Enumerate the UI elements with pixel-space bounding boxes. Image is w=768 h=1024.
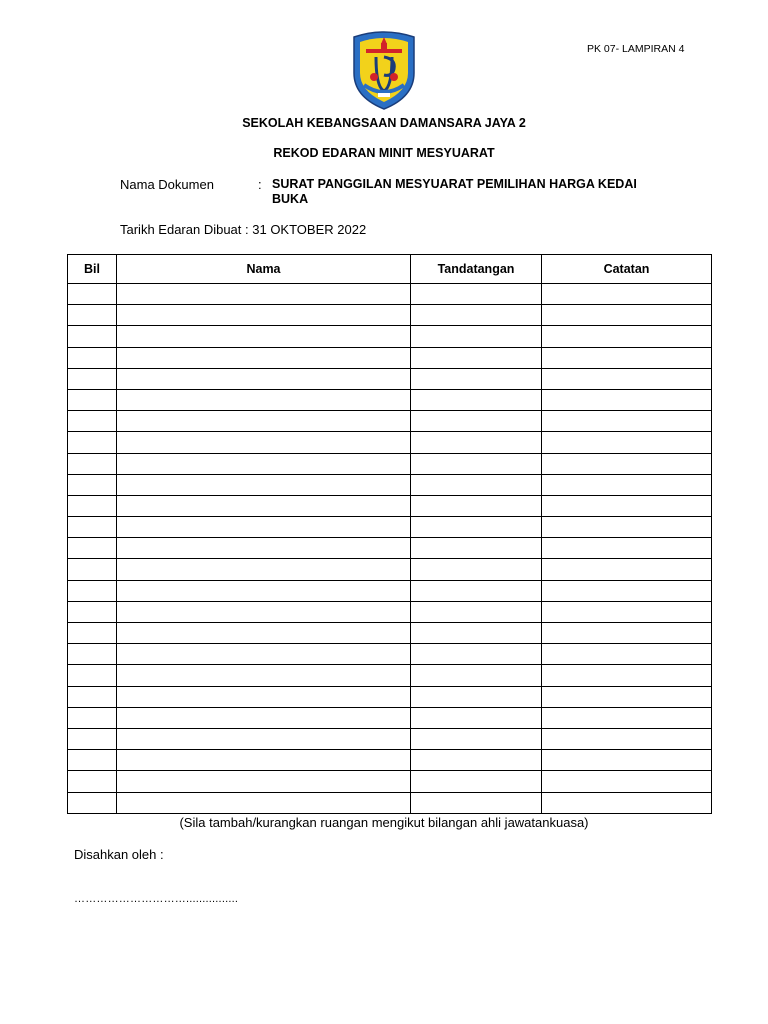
- cell-catatan[interactable]: [542, 474, 712, 495]
- cell-nama[interactable]: [117, 559, 411, 580]
- table-row: [68, 750, 712, 771]
- cell-nama[interactable]: [117, 792, 411, 813]
- cell-catatan[interactable]: [542, 389, 712, 410]
- signature-line: …………………………................: [74, 893, 239, 905]
- cell-catatan[interactable]: [542, 305, 712, 326]
- cell-catatan[interactable]: [542, 326, 712, 347]
- cell-catatan[interactable]: [542, 538, 712, 559]
- cell-nama[interactable]: [117, 368, 411, 389]
- table-row: [68, 728, 712, 749]
- cell-tandatangan[interactable]: [411, 707, 542, 728]
- cell-nama[interactable]: [117, 750, 411, 771]
- column-header-nama: Nama: [117, 255, 411, 284]
- cell-bil[interactable]: [68, 792, 117, 813]
- cell-nama[interactable]: [117, 305, 411, 326]
- cell-bil[interactable]: [68, 559, 117, 580]
- cell-tandatangan[interactable]: [411, 623, 542, 644]
- cell-bil[interactable]: [68, 474, 117, 495]
- reference-code: PK 07- LAMPIRAN 4: [587, 43, 685, 55]
- table-row: [68, 389, 712, 410]
- cell-nama[interactable]: [117, 623, 411, 644]
- column-header-bil: Bil: [68, 255, 117, 284]
- cell-catatan[interactable]: [542, 707, 712, 728]
- table-row: [68, 453, 712, 474]
- cell-tandatangan[interactable]: [411, 686, 542, 707]
- cell-bil[interactable]: [68, 665, 117, 686]
- cell-bil[interactable]: [68, 495, 117, 516]
- cell-bil[interactable]: [68, 686, 117, 707]
- cell-bil[interactable]: [68, 411, 117, 432]
- cell-tandatangan[interactable]: [411, 771, 542, 792]
- cell-nama[interactable]: [117, 432, 411, 453]
- table-row: [68, 580, 712, 601]
- cell-nama[interactable]: [117, 517, 411, 538]
- cell-tandatangan[interactable]: [411, 305, 542, 326]
- cell-bil[interactable]: [68, 453, 117, 474]
- cell-tandatangan[interactable]: [411, 538, 542, 559]
- cell-catatan[interactable]: [542, 623, 712, 644]
- circulation-table: [67, 254, 712, 814]
- cell-nama[interactable]: [117, 411, 411, 432]
- cell-bil[interactable]: [68, 728, 117, 749]
- table-row: [68, 411, 712, 432]
- cell-tandatangan[interactable]: [411, 728, 542, 749]
- cell-nama[interactable]: [117, 326, 411, 347]
- cell-bil[interactable]: [68, 517, 117, 538]
- cell-tandatangan[interactable]: [411, 495, 542, 516]
- table-body: [68, 284, 712, 814]
- cell-tandatangan[interactable]: [411, 665, 542, 686]
- school-crest-icon: [348, 29, 420, 111]
- cell-bil[interactable]: [68, 580, 117, 601]
- table-header-row: [68, 255, 712, 284]
- circulation-date-label: Tarikh Edaran Dibuat :: [120, 222, 249, 237]
- document-name-label: Nama Dokumen: [120, 177, 214, 192]
- table-row: [68, 559, 712, 580]
- cell-catatan[interactable]: [542, 771, 712, 792]
- cell-catatan[interactable]: [542, 432, 712, 453]
- cell-bil[interactable]: [68, 389, 117, 410]
- cell-tandatangan[interactable]: [411, 750, 542, 771]
- cell-catatan[interactable]: [542, 644, 712, 665]
- cell-tandatangan[interactable]: [411, 284, 542, 305]
- cell-nama[interactable]: [117, 538, 411, 559]
- cell-nama[interactable]: [117, 389, 411, 410]
- cell-bil[interactable]: [68, 750, 117, 771]
- table-row: [68, 368, 712, 389]
- cell-catatan[interactable]: [542, 559, 712, 580]
- cell-nama[interactable]: [117, 495, 411, 516]
- cell-nama[interactable]: [117, 707, 411, 728]
- cell-bil[interactable]: [68, 347, 117, 368]
- cell-bil[interactable]: [68, 538, 117, 559]
- cell-tandatangan[interactable]: [411, 326, 542, 347]
- table-row: [68, 305, 712, 326]
- table-row: [68, 686, 712, 707]
- cell-bil[interactable]: [68, 326, 117, 347]
- table-row: [68, 347, 712, 368]
- cell-catatan[interactable]: [542, 792, 712, 813]
- cell-catatan[interactable]: [542, 517, 712, 538]
- cell-nama[interactable]: [117, 580, 411, 601]
- cell-nama[interactable]: [117, 686, 411, 707]
- table-row: [68, 284, 712, 305]
- cell-nama[interactable]: [117, 284, 411, 305]
- cell-tandatangan[interactable]: [411, 517, 542, 538]
- table-row: [68, 538, 712, 559]
- table-row: [68, 432, 712, 453]
- school-name: SEKOLAH KEBANGSAAN DAMANSARA JAYA 2: [242, 116, 526, 130]
- cell-bil[interactable]: [68, 368, 117, 389]
- column-header-catatan: Catatan: [542, 255, 712, 284]
- footer-note: (Sila tambah/kurangkan ruangan mengikut bilangan ahli jawatankuasa): [179, 815, 589, 830]
- table-row: [68, 792, 712, 813]
- cell-catatan[interactable]: [542, 601, 712, 622]
- cell-tandatangan[interactable]: [411, 644, 542, 665]
- cell-nama[interactable]: [117, 453, 411, 474]
- table-row: [68, 474, 712, 495]
- cell-catatan[interactable]: [542, 728, 712, 749]
- table-row: [68, 644, 712, 665]
- cell-catatan[interactable]: [542, 665, 712, 686]
- cell-bil[interactable]: [68, 432, 117, 453]
- table-row: [68, 665, 712, 686]
- cell-catatan[interactable]: [542, 686, 712, 707]
- cell-bil[interactable]: [68, 771, 117, 792]
- table-row: [68, 517, 712, 538]
- cell-tandatangan[interactable]: [411, 474, 542, 495]
- cell-catatan[interactable]: [542, 580, 712, 601]
- cell-bil[interactable]: [68, 284, 117, 305]
- page-title: REKOD EDARAN MINIT MESYUARAT: [273, 146, 495, 160]
- cell-bil[interactable]: [68, 601, 117, 622]
- table-row: [68, 707, 712, 728]
- cell-nama[interactable]: [117, 665, 411, 686]
- circulation-date-value: 31 OKTOBER 2022: [252, 222, 367, 237]
- cell-bil[interactable]: [68, 623, 117, 644]
- cell-catatan[interactable]: [542, 453, 712, 474]
- cell-catatan[interactable]: [542, 750, 712, 771]
- table-row: [68, 326, 712, 347]
- table-row: [68, 771, 712, 792]
- cell-catatan[interactable]: [542, 284, 712, 305]
- cell-tandatangan[interactable]: [411, 580, 542, 601]
- cell-nama[interactable]: [117, 601, 411, 622]
- cell-tandatangan[interactable]: [411, 389, 542, 410]
- circulation-date: [120, 222, 366, 237]
- table-row: [68, 623, 712, 644]
- table-row: [68, 495, 712, 516]
- cell-catatan[interactable]: [542, 495, 712, 516]
- cell-tandatangan[interactable]: [411, 559, 542, 580]
- cell-bil[interactable]: [68, 707, 117, 728]
- cell-nama[interactable]: [117, 728, 411, 749]
- cell-nama[interactable]: [117, 347, 411, 368]
- cell-tandatangan[interactable]: [411, 601, 542, 622]
- cell-tandatangan[interactable]: [411, 792, 542, 813]
- cell-catatan[interactable]: [542, 347, 712, 368]
- document-name-separator: :: [258, 177, 262, 192]
- column-header-tandatangan: Tandatangan: [411, 255, 542, 284]
- cell-tandatangan[interactable]: [411, 432, 542, 453]
- cell-catatan[interactable]: [542, 368, 712, 389]
- cell-tandatangan[interactable]: [411, 368, 542, 389]
- cell-nama[interactable]: [117, 771, 411, 792]
- cell-bil[interactable]: [68, 644, 117, 665]
- cell-catatan[interactable]: [542, 411, 712, 432]
- verified-by-label: Disahkan oleh :: [74, 847, 164, 862]
- cell-tandatangan[interactable]: [411, 347, 542, 368]
- cell-tandatangan[interactable]: [411, 411, 542, 432]
- cell-bil[interactable]: [68, 305, 117, 326]
- cell-nama[interactable]: [117, 474, 411, 495]
- document-name-value: SURAT PANGGILAN MESYUARAT PEMILIHAN HARGA KEDAI BUKA: [272, 177, 637, 206]
- cell-tandatangan[interactable]: [411, 453, 542, 474]
- cell-nama[interactable]: [117, 644, 411, 665]
- table-row: [68, 601, 712, 622]
